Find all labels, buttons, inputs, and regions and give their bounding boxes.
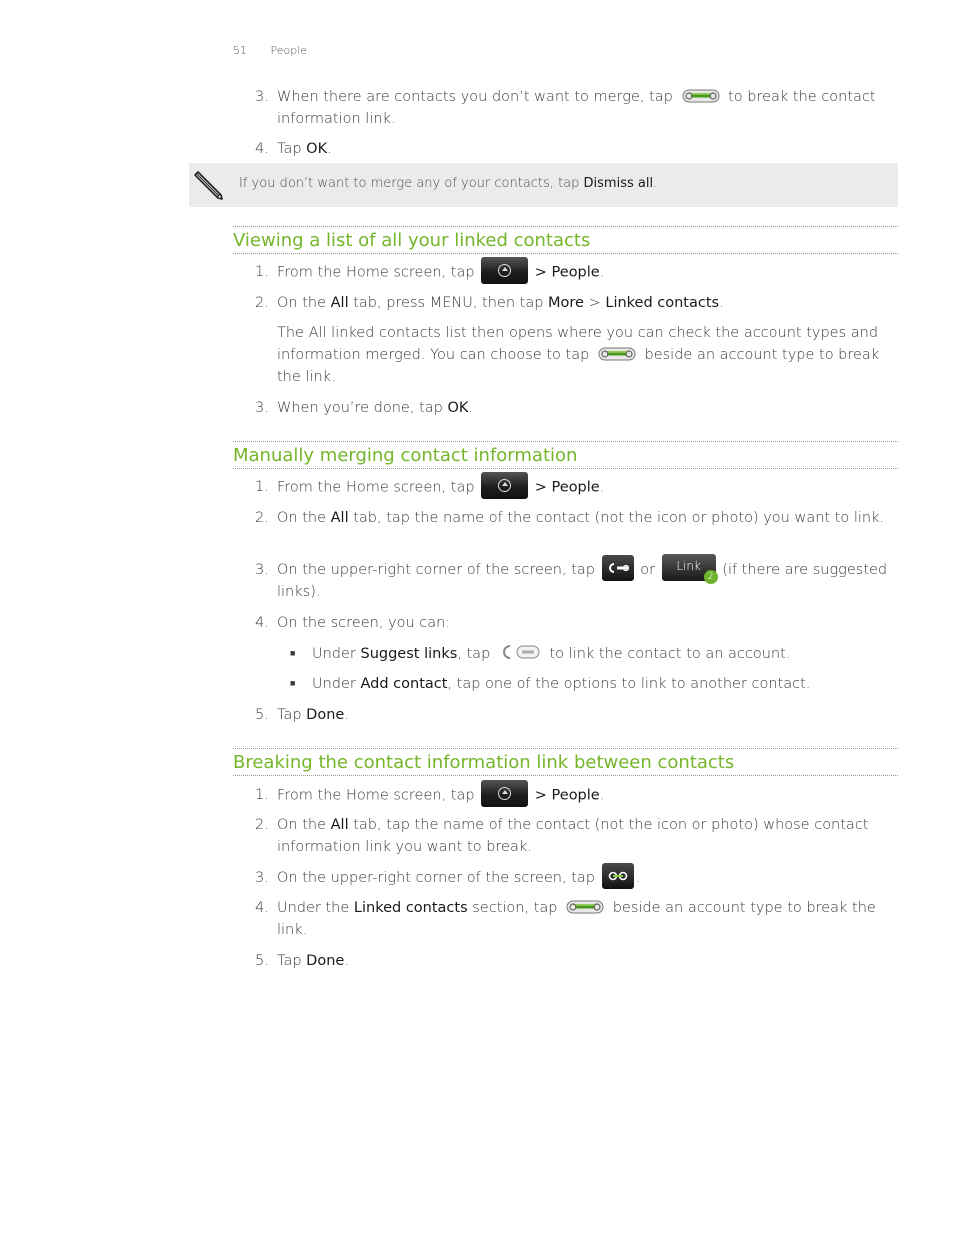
step-5 [255,704,895,726]
bullet-square-icon: ■ [290,649,296,659]
step-number: 2. [255,817,269,833]
step-3 [255,559,895,603]
step-text: tab, press MENU, then tap [348,295,549,311]
step-text: to break the contact information link. [277,89,876,127]
note-text-part: . [653,176,658,191]
step-text: (if there are suggested links). [277,562,888,600]
step-number: 1. [255,479,269,495]
step-number: 5. [255,953,269,969]
bullet-text: , tap [457,646,491,662]
step-text: tab, tap the name of the contact (not the icon or photo) whose contact information link you want to break. [277,817,869,855]
step-text: On the [277,817,331,833]
step-text: . [468,400,473,416]
step-number: 2. [255,295,269,311]
bullet-text: , tap one of the options to link to another contact. [447,676,811,692]
bullet-text: Under [312,676,361,692]
ui-term: > People [534,787,600,804]
step-number: 2. [255,510,269,526]
step-2 [255,292,895,314]
suggest-link-icon [499,642,541,662]
step-3 [255,867,895,889]
break-link-icon [566,899,604,915]
section-title: Breaking the contact information link between contacts [233,752,735,773]
step-2 [255,507,895,529]
link-chain-icon [602,555,634,581]
step-number: 3. [255,870,269,886]
step-text: Tap [277,707,307,723]
paragraph [277,322,897,388]
step-text: Tap [277,141,307,157]
paragraph-text: The All linked contacts list then opens where you can check the account types and information merged. You can choose to tap [277,325,879,363]
all-apps-icon [481,472,528,499]
ui-term: All [330,817,349,833]
section-heading [233,226,898,254]
step-text: section, tap [467,900,558,916]
step-text: On the [277,510,331,526]
step-text: . [599,479,605,496]
step-text: From the Home screen, tap [277,787,475,804]
section-heading [233,748,898,776]
ui-term: > People [534,479,600,496]
link-label: Link [676,558,701,573]
step-text: tab, tap the name of the contact (not the icon or photo) you want to link. [348,510,885,526]
step-4 [255,897,895,941]
bullet-item [290,673,890,695]
step-text: From the Home screen, tap [277,479,475,496]
ui-term: More [548,295,584,311]
step-text: On the screen, you can: [277,615,451,631]
step-text: . [327,141,332,157]
step-number: 5. [255,707,269,723]
link-suggestion-icon [662,554,716,581]
step-number: 4. [255,615,269,631]
step-1 [255,261,895,284]
paragraph-text: beside an account type to break the link. [277,347,880,385]
step-number: 4. [255,141,269,157]
ui-term: Suggest links [360,646,458,662]
step-text: When you’re done, tap [277,400,448,416]
all-apps-icon [481,780,528,807]
ui-term: Add contact [360,676,448,692]
step-text: beside an account type to break the link. [277,900,876,938]
break-link-icon [682,88,720,104]
step-text: or [640,562,656,578]
bullet-item [290,643,890,665]
step-text: On the upper-right corner of the screen, tap [277,562,595,578]
step-text: When there are contacts you don’t want to merge, tap [277,89,673,105]
step-1 [255,476,895,499]
ui-term: OK [306,141,328,157]
step-text: . [344,953,349,969]
ui-term: All [330,510,349,526]
step-text: . [344,707,349,723]
section-heading [233,441,898,469]
note-text-part: If you don’t want to merge any of your contacts, tap [239,176,584,191]
bullet-square-icon: ■ [290,679,296,689]
step-number: 3. [255,89,269,105]
note-box [189,163,898,207]
all-apps-icon [481,257,528,284]
step-text: Tap [277,953,307,969]
ui-term: Linked contacts [605,295,720,311]
step-4 [255,612,895,634]
ui-term: Linked contacts [353,900,468,916]
step-text: Under the [277,900,354,916]
step-2 [255,814,895,858]
step-number: 3. [255,400,269,416]
step-1 [255,784,895,807]
bullet-text: to link the contact to an account. [549,646,791,662]
step-text: . [719,295,724,311]
step-number: 4. [255,900,269,916]
step-number: 1. [255,264,269,280]
note-text [239,176,657,191]
ui-term: OK [447,400,469,416]
step-3-merge [255,86,895,130]
step-text: . [599,787,605,804]
suggestion-count-badge: 2 [704,570,718,584]
step-number: 3. [255,562,269,578]
unlink-chain-icon [602,863,634,889]
ui-term: > People [534,264,600,281]
step-number: 1. [255,787,269,803]
step-3 [255,397,895,419]
section-title: Viewing a list of all your linked contacts [233,230,591,251]
step-4-ok [255,138,895,160]
page-number: 51 [233,44,247,57]
pencil-icon [191,169,227,203]
bullet-text: Under [312,646,361,662]
ui-term: Done [306,707,345,723]
ui-term: Done [306,953,345,969]
ui-term: All [330,295,349,311]
step-text: . [599,264,605,281]
header-section: People [270,44,308,57]
step-text: > [583,295,606,311]
section-title: Manually merging contact information [233,445,578,466]
page-header [233,44,327,57]
ui-term: Dismiss all [583,176,654,191]
step-text: . [635,870,641,886]
step-text: On the upper-right corner of the screen, tap [277,870,595,886]
step-text: On the [277,295,331,311]
step-5 [255,950,895,972]
break-link-icon [598,346,636,362]
step-text: From the Home screen, tap [277,264,475,281]
